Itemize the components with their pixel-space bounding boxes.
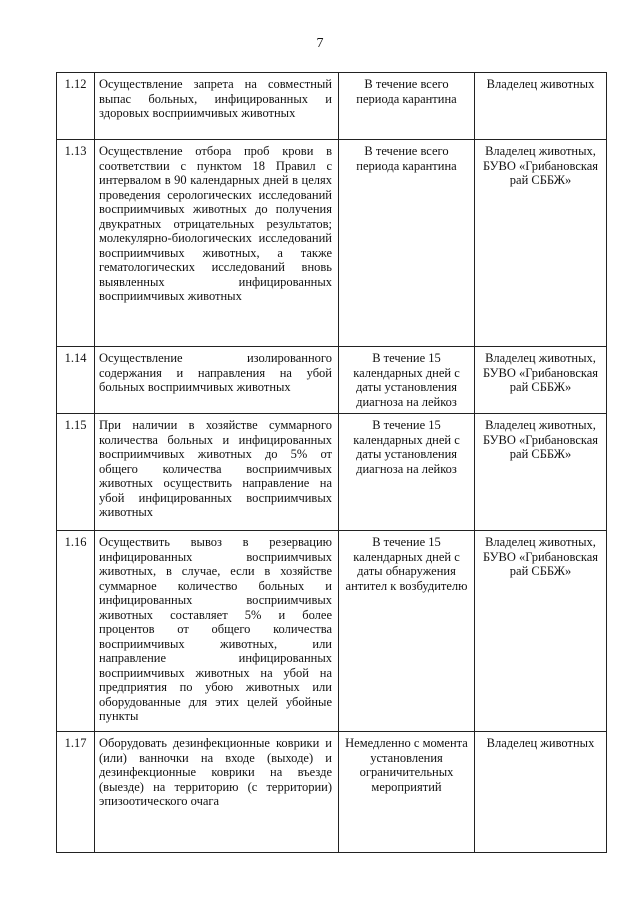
item-number: 1.17 [57, 732, 95, 853]
measure-text: Осуществление запрета на совместный выпас больных, инфицированных и здоровых восприимчивых животных [95, 73, 339, 140]
page-number: 7 [316, 36, 324, 51]
responsible-text: Владелец животных, БУВО «Грибановская рай СББЖ» [475, 531, 607, 732]
item-number: 1.15 [57, 414, 95, 531]
measure-text: Осуществление изолированного содержания и направления на убой больных восприимчивых животных [95, 347, 339, 414]
deadline-text: В течение всего периода карантина [339, 140, 475, 347]
measure-text: Оборудовать дезинфекционные коврики и (или) ванночки на входе (выходе) и дезинфекционные коврики на въезде (выезде) на территорию (с территории) эпизоотического очага [95, 732, 339, 853]
item-number: 1.13 [57, 140, 95, 347]
table-row [57, 347, 607, 414]
item-number: 1.14 [57, 347, 95, 414]
measures-table [56, 72, 607, 853]
deadline-text: В течение 15 календарных дней с даты установления диагноза на лейкоз [339, 347, 475, 414]
responsible-text: Владелец животных [475, 73, 607, 140]
table-row [57, 531, 607, 732]
responsible-text: Владелец животных, БУВО «Грибановская рай СББЖ» [475, 414, 607, 531]
deadline-text: В течение 15 календарных дней с даты обнаружения антител к возбудителю [339, 531, 475, 732]
responsible-text: Владелец животных [475, 732, 607, 853]
item-number: 1.12 [57, 73, 95, 140]
table-row [57, 140, 607, 347]
table-row [57, 414, 607, 531]
deadline-text: В течение всего периода карантина [339, 73, 475, 140]
measure-text: Осуществить вывоз в резервацию инфицированных восприимчивых животных, в случае, если в хозяйстве суммарное количество больных и инфицированных восприимчивых животных составляет 5% и более процентов от общего количества восприимчивых животных, или направление инфицированных восприимчивых животных на убой на предприятия по убою животных или оборудованные для этих целей убойные пункты [95, 531, 339, 732]
table-row [57, 732, 607, 853]
measure-text: При наличии в хозяйстве суммарного количества больных и инфицированных восприимчивых животных до 5% от общего количества восприимчивых животных осуществить направление на убой инфицированных восприимчивых животных [95, 414, 339, 531]
table-row [57, 73, 607, 140]
responsible-text: Владелец животных, БУВО «Грибановская рай СББЖ» [475, 347, 607, 414]
deadline-text: Немедленно с момента установления ограничительных мероприятий [339, 732, 475, 853]
deadline-text: В течение 15 календарных дней с даты установления диагноза на лейкоз [339, 414, 475, 531]
item-number: 1.16 [57, 531, 95, 732]
responsible-text: Владелец животных, БУВО «Грибановская рай СББЖ» [475, 140, 607, 347]
measure-text: Осуществление отбора проб крови в соответствии с пунктом 18 Правил с интервалом в 90 календарных дней в целях проведения серологических исследований восприимчивых животных до получения двукратных отрицательных результатов; молекулярно-биологических исследований восприимчивых животных, а также гематологических исследований вновь выявленных инфицированных восприимчивых животных [95, 140, 339, 347]
